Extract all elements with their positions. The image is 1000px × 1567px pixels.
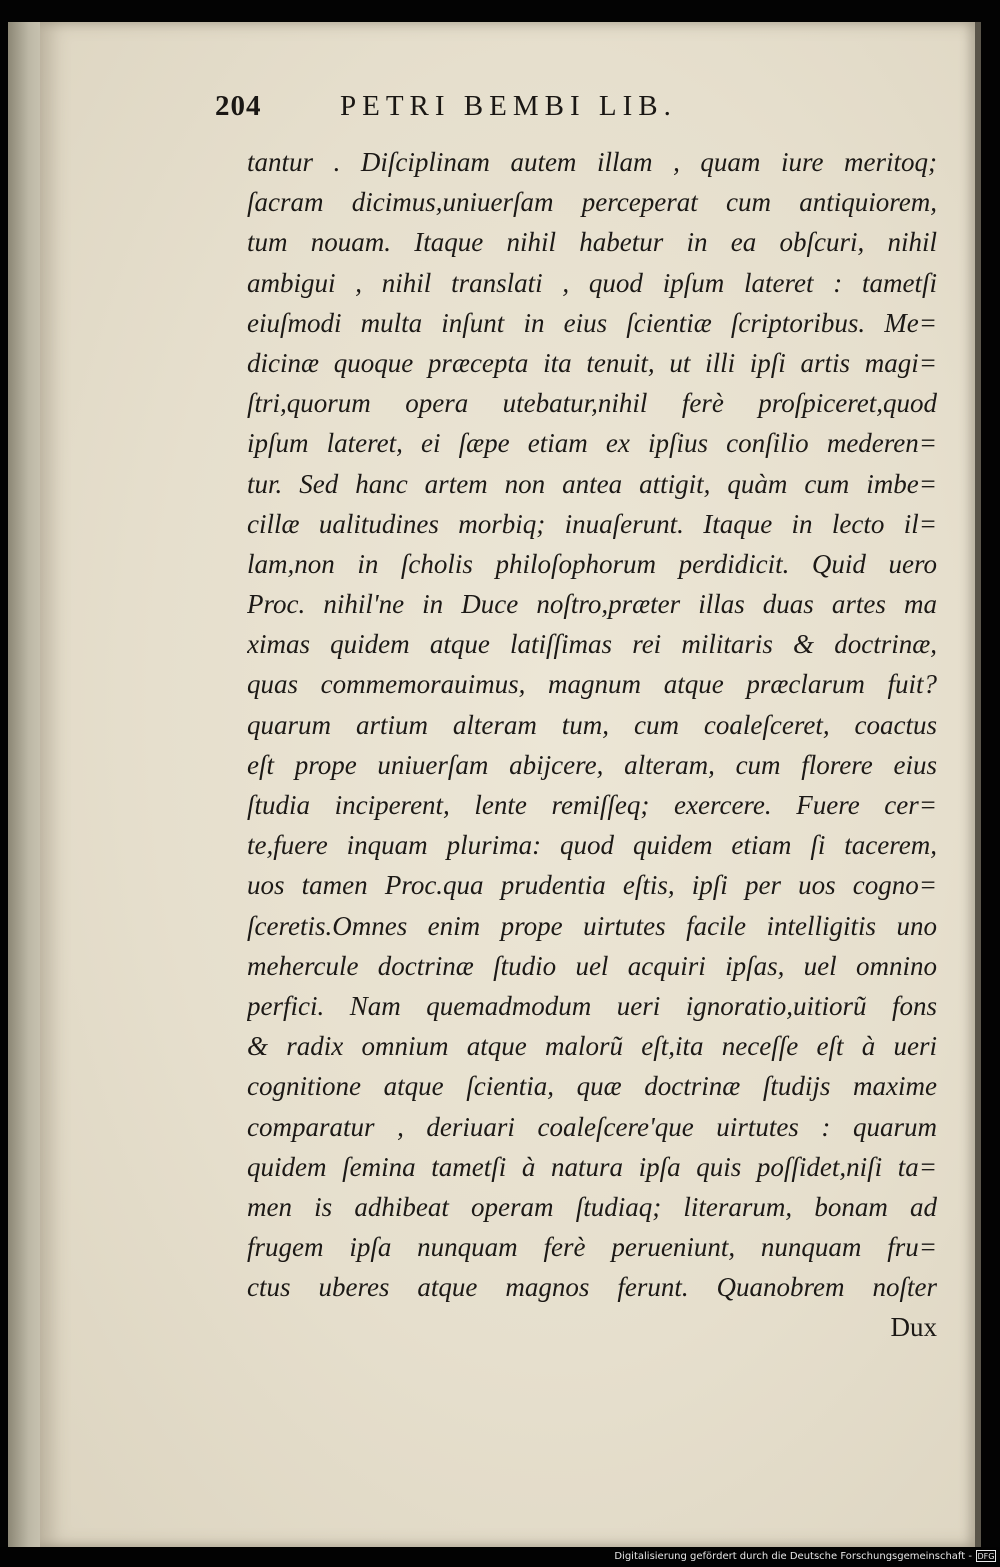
text-line: dicinæ quoque præcepta ita tenuit, ut illi ipſi artis magi=: [247, 347, 937, 378]
catchword: Dux: [890, 1312, 937, 1343]
text-line: uos tamen Proc.qua prudentia eſtis, ipſi per uos cogno=: [247, 870, 937, 901]
text-line: & radix omnium atque malorũ eſt,ita neceſſe eſt à ueri: [247, 1031, 937, 1062]
text-line: eiuſmodi multa inſunt in eius ſcientiæ ſcriptoribus. Me=: [247, 307, 937, 338]
text-line: ipſum lateret, ei ſæpe etiam ex ipſius conſilio mederen=: [247, 428, 937, 459]
body-text: [247, 142, 937, 1348]
text-line: lam,non in ſcholis philoſophorum perdidicit. Quid uero: [247, 548, 937, 579]
text-line: mehercule doctrinæ ſtudio uel acquiri ipſas, uel omnino: [247, 950, 937, 981]
text-line: eſt prope uniuerſam abijcere, alteram, cum florere eius: [247, 749, 937, 780]
running-title: PETRI BEMBI LIB.: [340, 90, 677, 122]
text-line: ximas quidem atque latiſſimas rei militaris & doctrinæ,: [247, 629, 937, 660]
text-line: quas commemorauimus, magnum atque præclarum fuit?: [247, 669, 937, 700]
funding-credit: Digitalisierung gefördert durch die Deutsche Forschungsgemeinschaft -: [614, 1551, 972, 1562]
text-line: ctus uberes atque magnos ferunt. Quanobrem noſter: [247, 1272, 937, 1303]
text-line: perfici. Nam quemadmodum ueri ignoratio,uitiorũ fons: [247, 990, 937, 1021]
text-line: tur. Sed hanc artem non antea attigit, quàm cum imbe=: [247, 468, 937, 499]
text-line: ſtri,quorum opera utebatur,nihil ferè proſpiceret,quod: [247, 388, 937, 419]
text-line: Proc. nihil'ne in Duce noſtro,præter illas duas artes ma: [247, 589, 937, 620]
text-line: ſtudia inciperent, lente remiſſeq; exercere. Fuere cer=: [247, 790, 937, 820]
text-line: tum nouam. Itaque nihil habetur in ea obſcuri, nihil: [247, 227, 937, 258]
text-line: comparatur , deriuari coaleſcere'que uirtutes : quarum: [247, 1111, 937, 1142]
text-line: frugem ipſa nunquam ferè perueniunt, nunquam fru=: [247, 1232, 937, 1263]
running-head: [215, 90, 855, 140]
text-line: men is adhibeat operam ſtudiaq; literarum, bonam ad: [247, 1191, 937, 1222]
text-line: cognitione atque ſcientia, quæ doctrinæ ſtudijs maxime: [247, 1071, 937, 1102]
text-line: quidem ſemina tametſi à natura ipſa quis poſſidet,niſi ta=: [247, 1151, 937, 1182]
text-line: ſacram dicimus,uniuerſam perceperat cum antiquiorem,: [247, 187, 937, 218]
page-gutter-shadow: [975, 22, 981, 1547]
text-line: te,fuere inquam plurima: quod quidem etiam ſi tacerem,: [247, 830, 937, 861]
text-line: ambigui , nihil translati , quod ipſum lateret : tametſi: [247, 267, 937, 298]
page-number: 204: [215, 90, 262, 122]
dfg-logo: DFG: [977, 1552, 995, 1561]
text-line: quarum artium alteram tum, cum coaleſceret, coactus: [247, 709, 937, 740]
text-line: ſceretis.Omnes enim prope uirtutes facile intelligitis uno: [247, 910, 937, 941]
text-line: tantur . Diſciplinam autem illam , quam iure meritoq;: [247, 147, 937, 177]
text-line: cillæ ualitudines morbiq; inuaſerunt. Itaque in lecto il=: [247, 508, 937, 539]
